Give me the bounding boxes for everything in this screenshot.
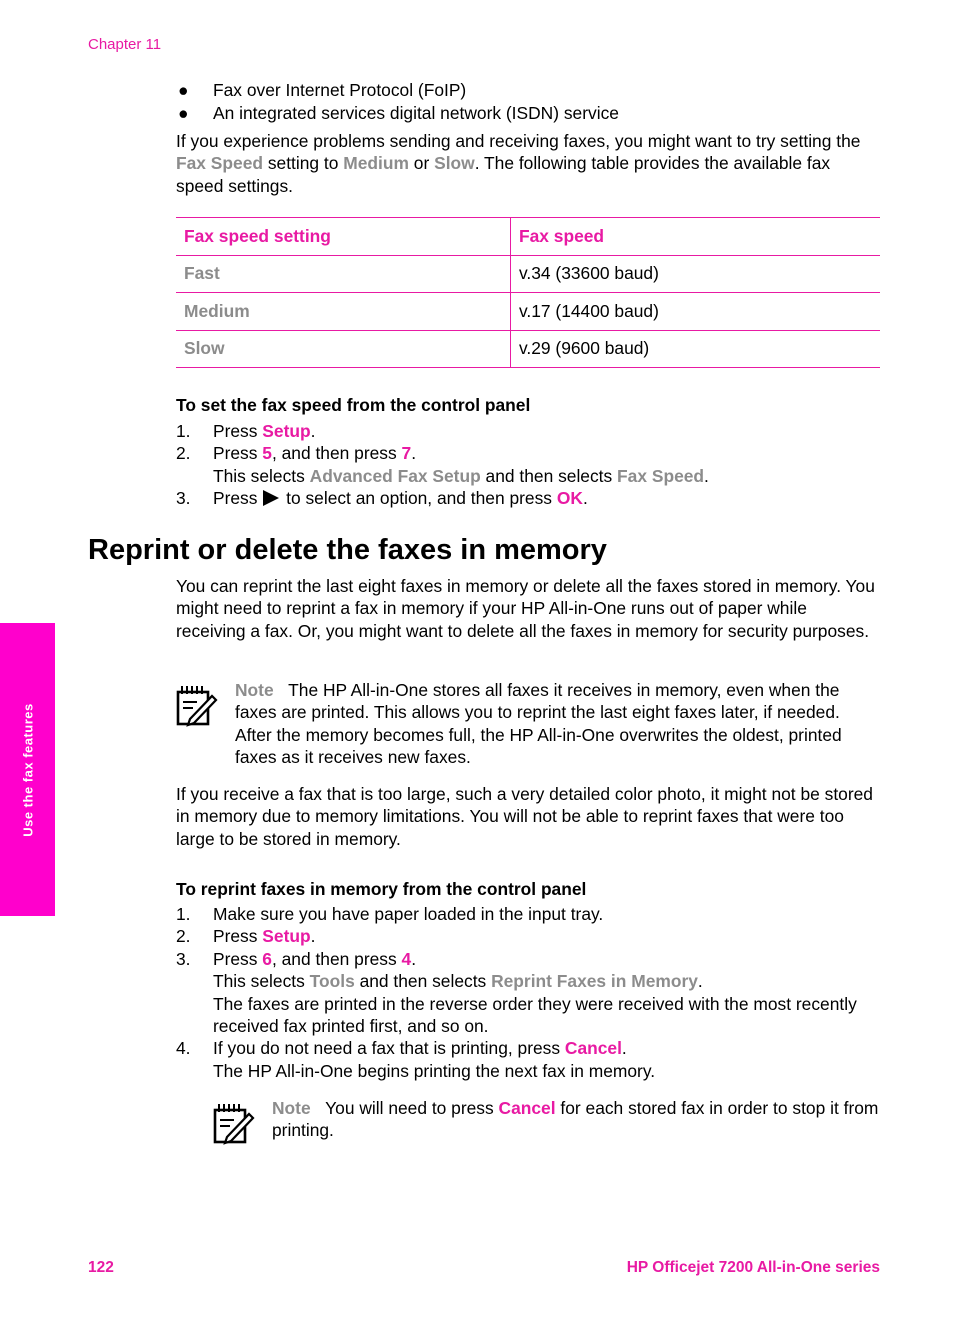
procedure-steps: [176, 420, 880, 510]
text: Press: [213, 926, 263, 947]
table-cell: v.17 (14400 baud): [511, 293, 881, 331]
step: [176, 948, 880, 1038]
right-arrow-icon: [263, 490, 279, 506]
menu-ref: Tools: [309, 971, 355, 992]
text: or: [408, 153, 435, 174]
list-item: [176, 79, 876, 102]
step: [176, 487, 880, 509]
text: and then selects: [354, 971, 492, 992]
ok-button-ref: OK: [556, 488, 583, 509]
step-number: 3.: [176, 488, 191, 509]
note-block: [272, 1097, 880, 1142]
text: to select an option, and then press: [281, 488, 557, 509]
key-ref: 4: [401, 948, 412, 969]
text: Press: [213, 443, 263, 464]
setup-button-ref: Setup: [262, 926, 311, 947]
text: , and then press: [271, 443, 402, 464]
intro-paragraph: [176, 130, 880, 197]
setup-button-ref: Setup: [262, 421, 311, 441]
note-label: Note: [272, 1098, 311, 1118]
step-number: 4.: [176, 1038, 191, 1059]
cancel-button-ref: Cancel: [498, 1098, 556, 1118]
section-heading: Reprint or delete the faxes in memory: [88, 534, 607, 566]
step-number: 2.: [176, 926, 191, 947]
text: The HP All-in-One begins printing the next fax in memory.: [213, 1060, 656, 1081]
section-paragraph: You can reprint the last eight faxes in memory or delete all the faxes stored in memory. You might need to reprint a fax in memory if your HP All-in-One runs out of paper while receiving a fax. Or, you might want to delete all the faxes in memory for security purposes.: [176, 576, 875, 641]
text: Press: [213, 421, 263, 441]
list-item-text: An integrated services digital network (ISDN) service: [213, 102, 619, 123]
table-cell: Medium: [176, 293, 511, 331]
note-block: [235, 679, 880, 769]
step: [176, 442, 880, 487]
note-icon: [176, 684, 218, 733]
step: [176, 903, 880, 925]
step-number: 2.: [176, 443, 191, 464]
bullet-list: [176, 79, 876, 124]
text: .: [697, 971, 703, 992]
text: If you do not need a fax that is printing, press: [213, 1038, 565, 1059]
text: Make sure you have paper loaded in the input tray.: [213, 904, 604, 924]
section-paragraph: If you receive a fax that is too large, such a very detailed color photo, it might not be stored in memory due to memory limitations. You will not be able to reprint faxes that were too large to be stored in memory.: [176, 784, 873, 849]
step-number: 1.: [176, 904, 191, 924]
step: [176, 925, 880, 947]
table-row: [176, 293, 880, 331]
slow-term: Slow: [434, 153, 475, 174]
note-label: Note: [235, 680, 274, 700]
table-cell: Slow: [176, 330, 511, 368]
key-ref: 5: [262, 443, 272, 464]
text: .: [310, 926, 316, 947]
key-ref: 6: [262, 948, 272, 969]
menu-ref: Reprint Faxes in Memory: [491, 971, 698, 992]
medium-term: Medium: [343, 153, 409, 174]
fax-speed-term: Fax Speed: [176, 153, 263, 174]
text: If you experience problems sending and receiving faxes, you might want to try setting the: [176, 131, 861, 151]
list-item-text: Fax over Internet Protocol (FoIP): [213, 80, 467, 100]
text: .: [411, 948, 417, 969]
table-row: [176, 255, 880, 293]
procedure-steps: [176, 903, 880, 1082]
table-row: [176, 330, 880, 368]
text: . The following table provides the available fax speed settings.: [176, 153, 831, 196]
step-number: 3.: [176, 948, 191, 969]
note-text: The HP All-in-One stores all faxes it receives in memory, even when the faxes are printed. This allows you to reprint the last eight faxes later, if needed. After the memory becomes full, the HP All-in-One overwrites the oldest, printed faxes as it receives new faxes.: [235, 680, 842, 768]
table-cell: Fast: [176, 255, 511, 293]
text: Press: [213, 948, 263, 969]
step: [176, 420, 880, 442]
table-header-row: [176, 218, 880, 256]
table-cell: v.34 (33600 baud): [511, 255, 881, 293]
cancel-button-ref: Cancel: [564, 1038, 622, 1059]
text: .: [411, 443, 417, 464]
page-number: 122: [88, 1259, 114, 1276]
key-ref: 7: [401, 443, 412, 464]
column-header: Fax speed: [511, 218, 881, 256]
side-tab: [0, 623, 55, 916]
text: setting to: [263, 153, 344, 174]
product-name: HP Officejet 7200 All-in-One series: [626, 1259, 880, 1276]
menu-ref: Advanced Fax Setup: [309, 465, 481, 486]
procedure-title: To set the fax speed from the control panel: [176, 395, 531, 415]
bullet-icon: ●: [178, 102, 189, 123]
text: The faxes are printed in the reverse order they were received with the most recently received fax printed first, and so on.: [213, 993, 857, 1037]
list-item: [176, 102, 876, 125]
procedure-title: To reprint faxes in memory from the control panel: [176, 879, 587, 899]
chapter-label: Chapter 11: [88, 36, 162, 53]
side-tab-label: Use the fax features: [20, 702, 35, 837]
text: .: [310, 421, 316, 441]
text: and then selects: [480, 465, 618, 486]
text: , and then press: [271, 948, 402, 969]
text: .: [582, 488, 588, 509]
note-icon: [213, 1102, 255, 1151]
fax-speed-table: [176, 217, 880, 368]
note-text: You will need to press: [325, 1098, 499, 1118]
step: [176, 1037, 880, 1082]
column-header: Fax speed setting: [176, 218, 511, 256]
table-cell: v.29 (9600 baud): [511, 330, 881, 368]
bullet-icon: ●: [178, 80, 189, 100]
text: .: [621, 1038, 627, 1059]
text: This selects: [213, 465, 310, 486]
text: .: [704, 465, 709, 486]
step-number: 1.: [176, 421, 191, 441]
text: Press: [213, 488, 263, 509]
text: This selects: [213, 971, 310, 992]
note-text: for each stored fax in order to stop it from printing.: [272, 1098, 879, 1141]
menu-ref: Fax Speed: [617, 465, 705, 486]
